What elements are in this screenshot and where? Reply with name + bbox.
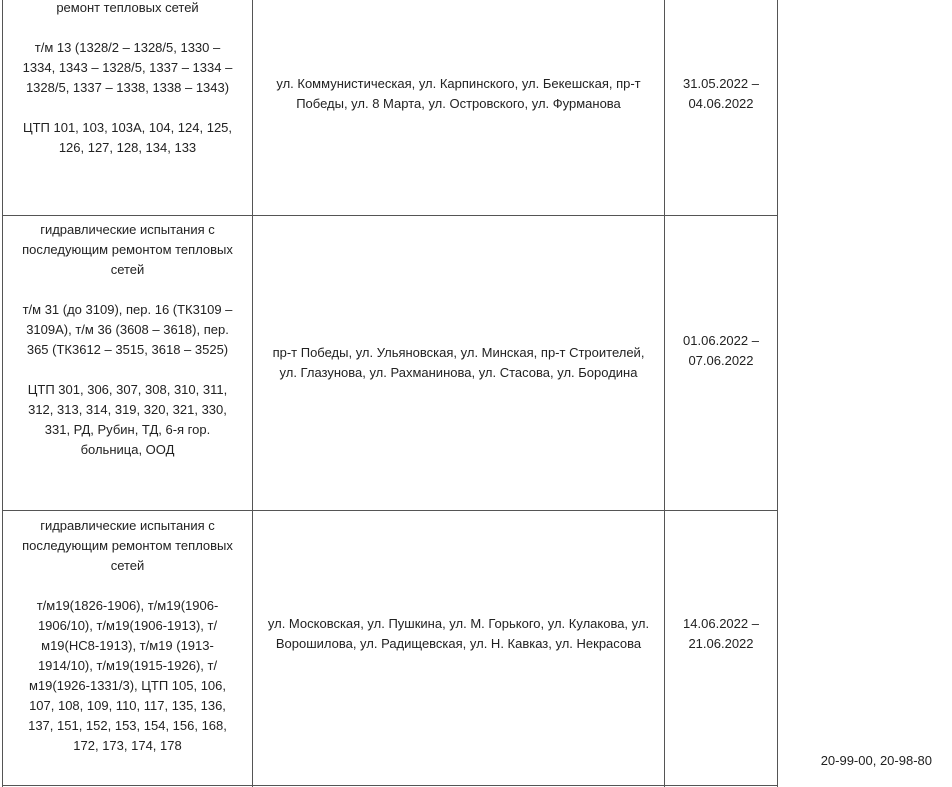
column-divider xyxy=(777,0,778,787)
table-row-2-works: гидравлические испытания с последующим ремонтом тепловых сетей т/м 31 (до 3109), пер. 16 (ТК3109 – 3109А), т/м 36 (3608 – 3618), пер. 365 (ТК3612 – 3515, 3618 – 3525) ЦТП 301, 306, 307, 308, 310, 311, 312, 313, 314, 319, 320, 321, 330, 331, РД, Рубин, ТД, 6-я гор. больница, ООД xyxy=(22,222,233,457)
table-row-3-dates xyxy=(665,511,777,757)
streets-text: пр-т Победы, ул. Ульяновская, ул. Минская, пр-т Строителей, ул. Глазунова, ул. Рахманинова, ул. Стасова, ул. Бородина xyxy=(272,345,645,380)
dates-text: 31.05.2022 – 04.06.2022 xyxy=(683,76,759,111)
streets-text: ул. Московская, ул. Пушкина, ул. М. Горького, ул. Кулакова, ул. Ворошилова, ул. Радищевская, ул. Н. Кавказ, ул. Некрасова xyxy=(267,616,650,651)
dates-text: 14.06.2022 – 21.06.2022 xyxy=(683,616,759,651)
table-row-3-works: гидравлические испытания с последующим ремонтом тепловых сетей т/м19(1826-1906), т/м19(1906-1906/10), т/м19(1906-1913), т/м19(НС8-1913), т/м19 (1913-1914/10), т/м19(1915-1926), т/м19(1926-1331/3), ЦТП 105, 106, 107, 108, 109, 110, 117, 135, 136, 137, 151, 152, 153, 154, 156, 168, 172, 173, 174, 178 xyxy=(22,518,233,753)
table-row-2-streets xyxy=(253,216,664,510)
streets-text: ул. Коммунистическая, ул. Карпинского, ул. Бекешская, пр-т Победы, ул. 8 Марта, ул. Островского, ул. Фурманова xyxy=(276,76,641,111)
row-divider xyxy=(2,785,778,786)
table-row-2-dates xyxy=(665,216,777,486)
dates-text: 01.06.2022 – 07.06.2022 xyxy=(683,333,759,368)
table-row-1-works: ремонт тепловых сетей т/м 13 (1328/2 – 1328/5, 1330 – 1334, 1343 – 1328/5, 1337 – 1334 – 1328/5, 1337 – 1338, 1338 – 1343) ЦТП 101, 103, 103А, 104, 124, 125, 126, 127, 128, 134, 133 xyxy=(22,0,233,155)
contact-phone: 20-99-00, 20-98-80 xyxy=(820,753,932,768)
table-row-1-dates xyxy=(665,0,777,188)
table-row-1-streets xyxy=(253,0,664,188)
table-row-3-streets xyxy=(253,511,664,757)
